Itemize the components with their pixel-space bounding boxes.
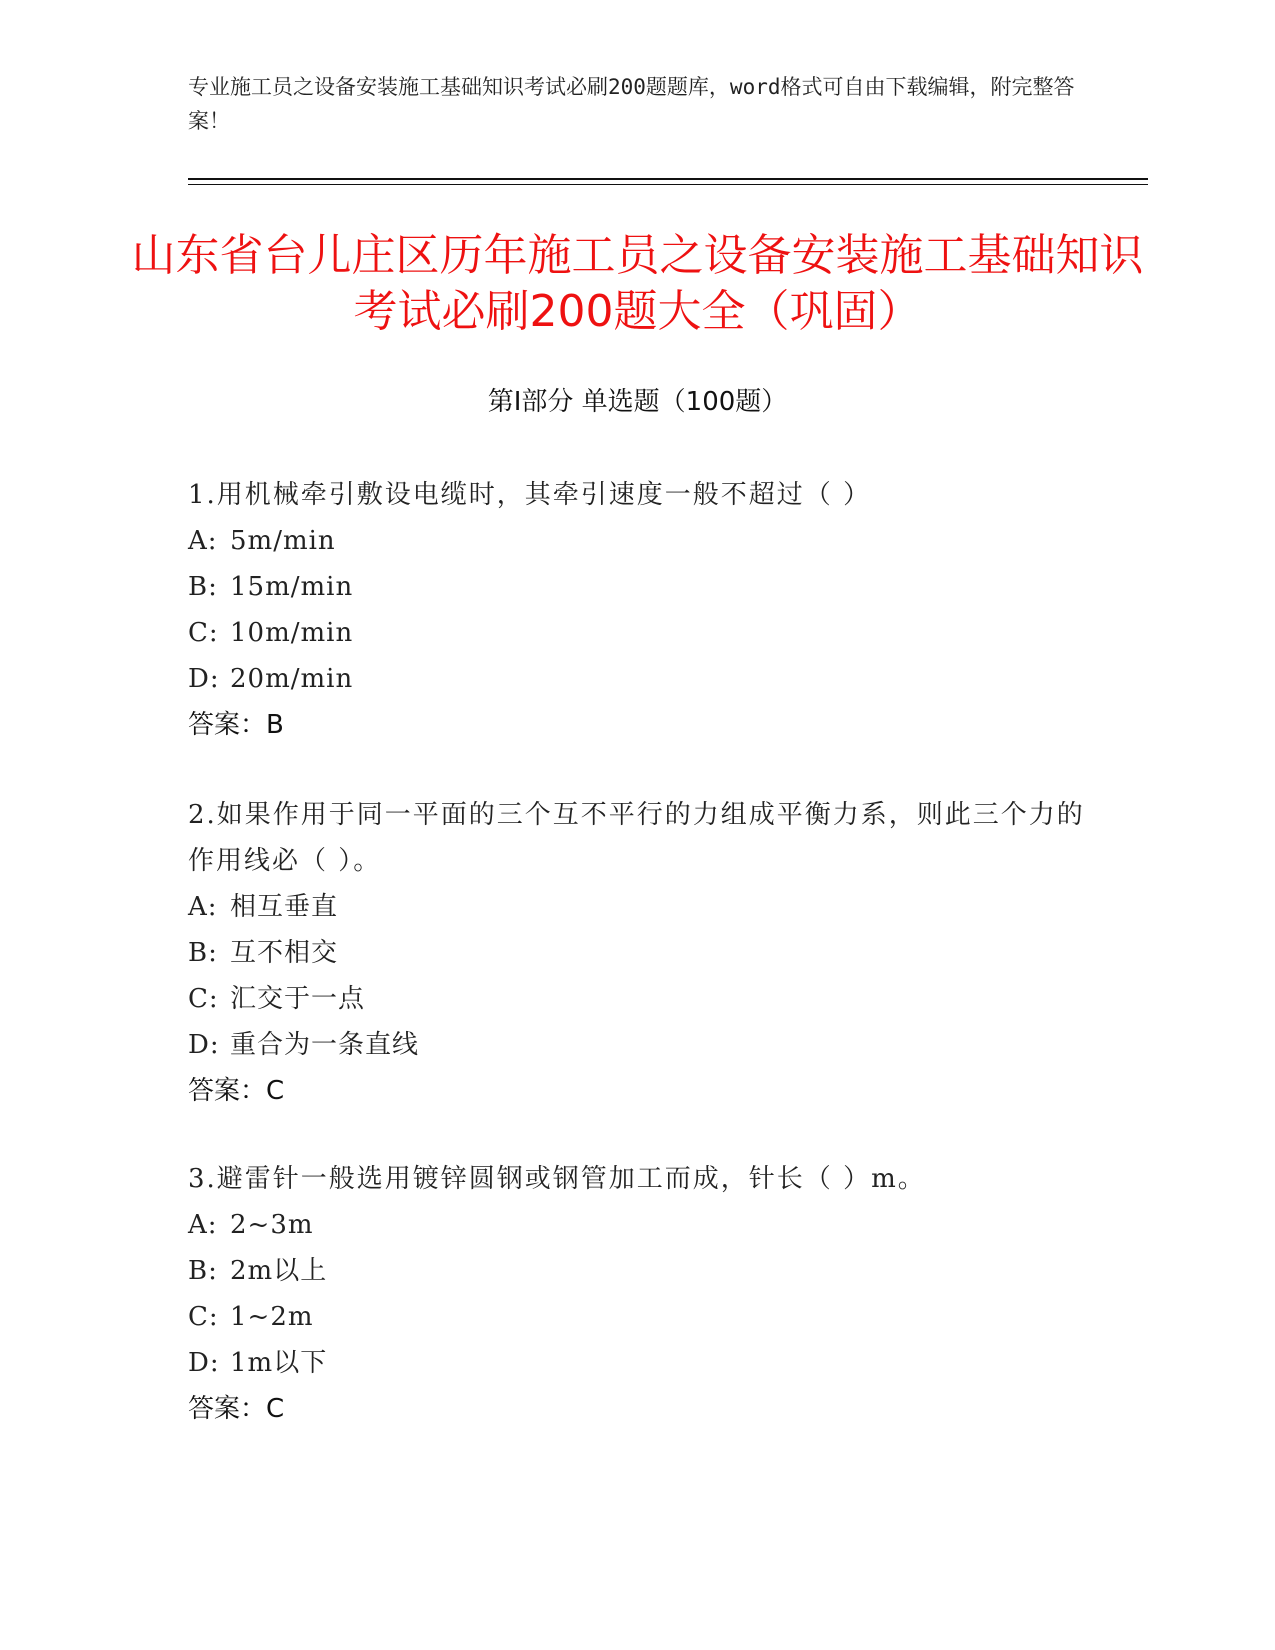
option-text: 5m/min <box>230 526 336 556</box>
option-b <box>188 930 1088 976</box>
option-c <box>188 610 1088 656</box>
option-label: A: <box>188 892 218 922</box>
question-text: 1.用机械牵引敷设电缆时，其牵引速度一般不超过（ ） <box>188 480 872 510</box>
question-2 <box>188 792 1088 1114</box>
answer: 答案：B <box>188 710 284 740</box>
option-c <box>188 976 1088 1022</box>
option-text: 1m以下 <box>230 1348 328 1378</box>
option-d <box>188 656 1088 702</box>
option-label: C: <box>188 984 219 1014</box>
header-rule-thin <box>188 184 1148 185</box>
option-label: B: <box>188 938 218 968</box>
option-text: 15m/min <box>230 572 354 602</box>
question-text: 3.避雷针一般选用镀锌圆钢或钢管加工而成，针长（ ）m。 <box>188 1164 926 1194</box>
option-text: 重合为一条直线 <box>230 1030 420 1060</box>
section-title: 第Ⅰ部分 单选题（100题） <box>487 387 788 417</box>
question-3 <box>188 1156 1088 1432</box>
option-label: A: <box>188 1210 218 1240</box>
option-d <box>188 1022 1088 1068</box>
option-b <box>188 1248 1088 1294</box>
document-title: 山东省台儿庄区历年施工员之设备安装施工基础知识考试必刷200题大全（巩固） <box>131 230 1144 337</box>
answer: 答案：C <box>188 1394 285 1424</box>
option-text: 1~2m <box>230 1302 314 1332</box>
option-a <box>188 884 1088 930</box>
option-text: 汇交于一点 <box>230 984 366 1014</box>
option-text: 10m/min <box>230 618 354 648</box>
question-1 <box>188 472 1088 748</box>
option-label: B: <box>188 1256 218 1286</box>
option-b <box>188 564 1088 610</box>
option-text: 20m/min <box>230 664 354 694</box>
header-rule-thick <box>188 178 1148 180</box>
option-a <box>188 1202 1088 1248</box>
option-text: 相互垂直 <box>230 892 339 922</box>
option-c <box>188 1294 1088 1340</box>
option-label: D: <box>188 664 220 694</box>
option-label: B: <box>188 572 218 602</box>
question-text: 2.如果作用于同一平面的三个互不平行的力组成平衡力系，则此三个力的作用线必（ ）。 <box>188 800 1085 876</box>
header-note: 专业施工员之设备安装施工基础知识考试必刷200题题库，word格式可自由下载编辑，附完整答案！ <box>188 75 1075 133</box>
option-text: 2~3m <box>230 1210 314 1240</box>
option-d <box>188 1340 1088 1386</box>
option-text: 互不相交 <box>230 938 339 968</box>
option-label: A: <box>188 526 218 556</box>
answer: 答案：C <box>188 1076 285 1106</box>
option-label: D: <box>188 1348 220 1378</box>
option-a <box>188 518 1088 564</box>
option-label: C: <box>188 1302 219 1332</box>
option-text: 2m以上 <box>230 1256 328 1286</box>
option-label: C: <box>188 618 219 648</box>
option-label: D: <box>188 1030 220 1060</box>
